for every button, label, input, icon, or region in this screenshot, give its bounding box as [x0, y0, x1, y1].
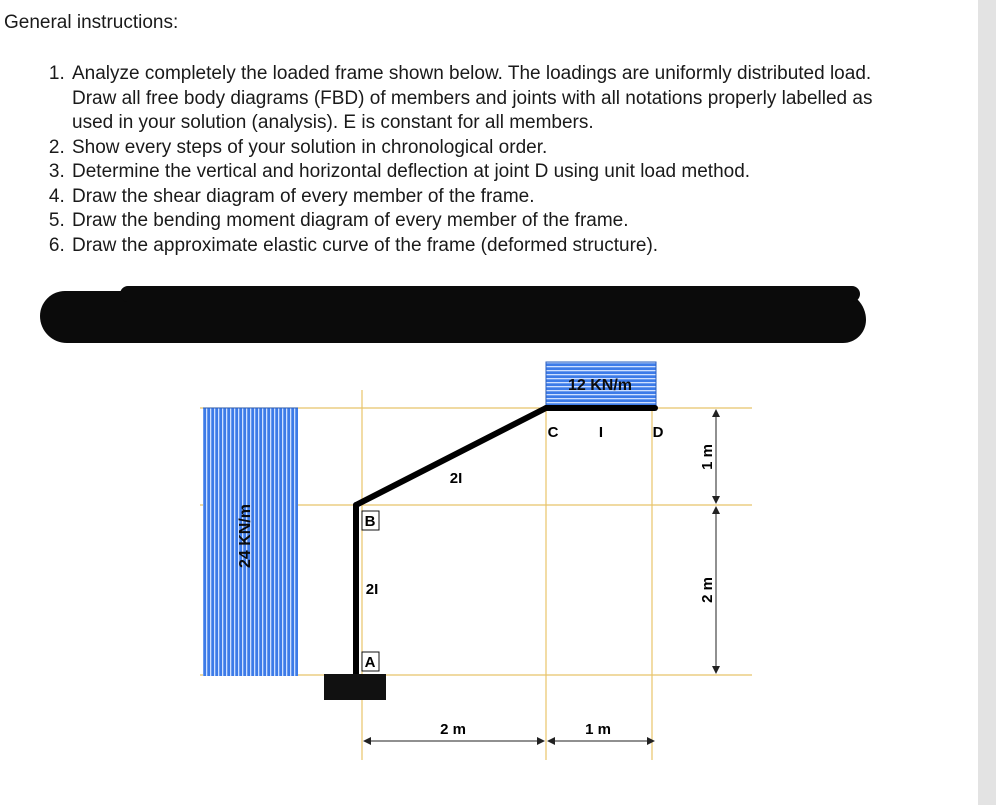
instruction-item: 1. Analyze completely the loaded frame shown below. The loadings are uniformly distributed load. Draw all free body diagrams (FBD) of members and joints with all notations properly labelled as used in your solution (analysis). E is constant for all members. [70, 62, 900, 136]
joint-b-label: B [364, 513, 376, 530]
dimension-2m-horizontal: 2 m [440, 721, 466, 738]
inclined-member-bc [356, 408, 546, 505]
instruction-item: 6. Draw the approximate elastic curve of the frame (deformed structure). [70, 234, 900, 259]
side-distributed-load [203, 408, 298, 676]
beam-member-label: I [598, 424, 604, 441]
instruction-item: 4. Draw the shear diagram of every member of the frame. [70, 185, 900, 210]
dimension-1m-horizontal: 1 m [585, 721, 611, 738]
joint-a-label: A [364, 654, 376, 671]
instructions-heading: General instructions: [4, 12, 179, 33]
fixed-support [324, 674, 386, 700]
joint-labels [362, 424, 664, 671]
column-member-label: 2I [365, 581, 379, 598]
instruction-item: 5. Draw the bending moment diagram of every member of the frame. [70, 209, 900, 234]
joint-d-label: D [652, 424, 664, 441]
dimension-1m-vertical: 1 m [699, 444, 716, 470]
dimension-2m-vertical: 2 m [699, 577, 716, 603]
instruction-item: 2. Show every steps of your solution in chronological order. [70, 136, 900, 161]
member-labels [366, 424, 603, 598]
side-load-label: 24 KN/m [237, 503, 254, 569]
frame-members [356, 408, 655, 675]
inclined-member-label: 2I [449, 470, 463, 487]
top-distributed-load [546, 362, 656, 407]
instruction-item: 3. Determine the vertical and horizontal deflection at joint D using unit load method. [70, 160, 900, 185]
top-load-label: 12 KN/m [567, 377, 633, 394]
joint-c-label: C [547, 424, 559, 441]
